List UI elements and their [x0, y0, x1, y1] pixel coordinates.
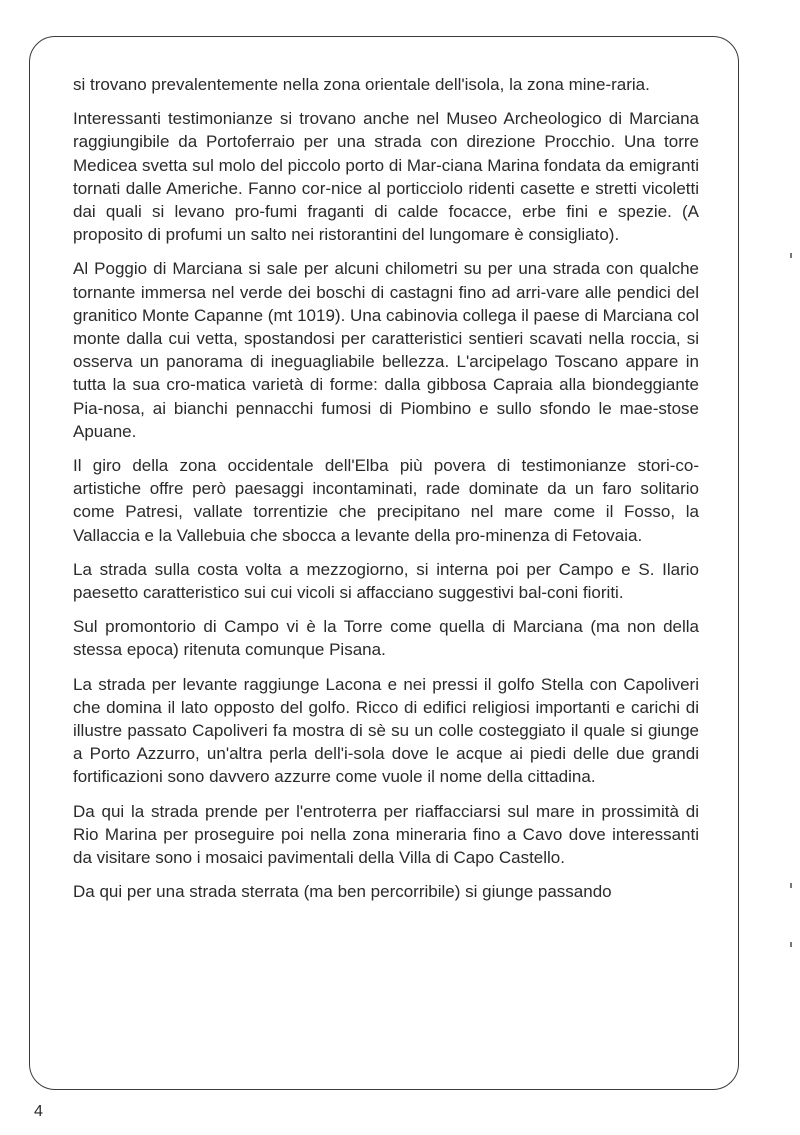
paragraph: Il giro della zona occidentale dell'Elba più povera di testimonianze stori-co-artistiche offre però paesaggi incontaminati, rade dominate da un faro solitario come Patresi, vallate torrentizie che precipitano nel mare come il Fosso, la Vallaccia e la Vallebuia che sbocca a levante della pro-minenza di Fetovaia. — [73, 456, 699, 545]
paragraph: La strada sulla costa volta a mezzogiorno, si interna poi per Campo e S. Ilario paesetto caratteristico sui cui vicoli si affacciano suggestivi bal-coni fioriti. — [73, 559, 699, 603]
scan-mark — [790, 253, 792, 258]
paragraph: La strada per levante raggiunge Lacona e nei pressi il golfo Stella con Capoliveri che domina il lato opposto del golfo. Ricco di edifici religiosi importanti e carichi di illustre passato Capoliveri fa mostra di sè su un colle costeggiato il quale si giunge a Porto Azzurro, un'altra perla dell'i-sola dove le acque ai piedi delle due grandi fortificazioni sono davvero azzurre come vuole il nome della cittadina. — [73, 674, 699, 787]
scan-mark — [790, 883, 792, 888]
scan-mark — [790, 942, 792, 947]
paragraph: si trovano prevalentemente nella zona orientale dell'isola, la zona mine-raria. — [73, 75, 650, 94]
paragraph: Da qui la strada prende per l'entroterra per riaffacciarsi sul mare in prossimità di Rio Marina per proseguire poi nella zona mineraria fino a Cavo dove interessanti da visitare sono i mosaici pavimentali della Villa di Capo Castello. — [73, 801, 699, 868]
paragraph: Da qui per una strada sterrata (ma ben percorribile) si giunge passando — [73, 882, 612, 902]
page-number: 4 — [34, 1103, 43, 1120]
paragraph: Interessanti testimonianze si trovano anche nel Museo Archeologico di Marciana raggiungibile da Portoferraio per una strada con direzione Procchio. Una torre Medicea svetta sul molo del piccolo porto di Mar-ciana Marina fondata da emigranti tornati dalle Americhe. Fanno cor-nice al porticciolo ridenti casette e stretti vicoletti dai quali si levano pro-fumi fraganti di calde focacce, erbe fini e spezie. (A proposito di profumi un salto nei ristorantini del lungomare è consigliato). — [73, 109, 699, 245]
body-text — [73, 73, 699, 915]
paragraph: Al Poggio di Marciana si sale per alcuni chilometri su per una strada con qualche tornante immersa nel verde dei boschi di castagni fino ad arri-vare alle pendici del granitico Monte Capanne (mt 1019). Una cabinovia collega il paese di Marciana col monte dalla cui vetta, spostandosi per caratteristici sentieri scavati nella roccia, si osserva un panorama di ineguagliabile bellezza. L'arcipelago Toscano appare in tutta la sua cro-matica varietà di forme: dalla gibbosa Capraia alla biondeggiante Pia-nosa, ai bianchi pennacchi fumosi di Piombino e sullo sfondo le mae-stose Apuane. — [73, 259, 699, 441]
paragraph: Sul promontorio di Campo vi è la Torre come quella di Marciana (ma non della stessa epoca) ritenuta comunque Pisana. — [73, 617, 699, 660]
